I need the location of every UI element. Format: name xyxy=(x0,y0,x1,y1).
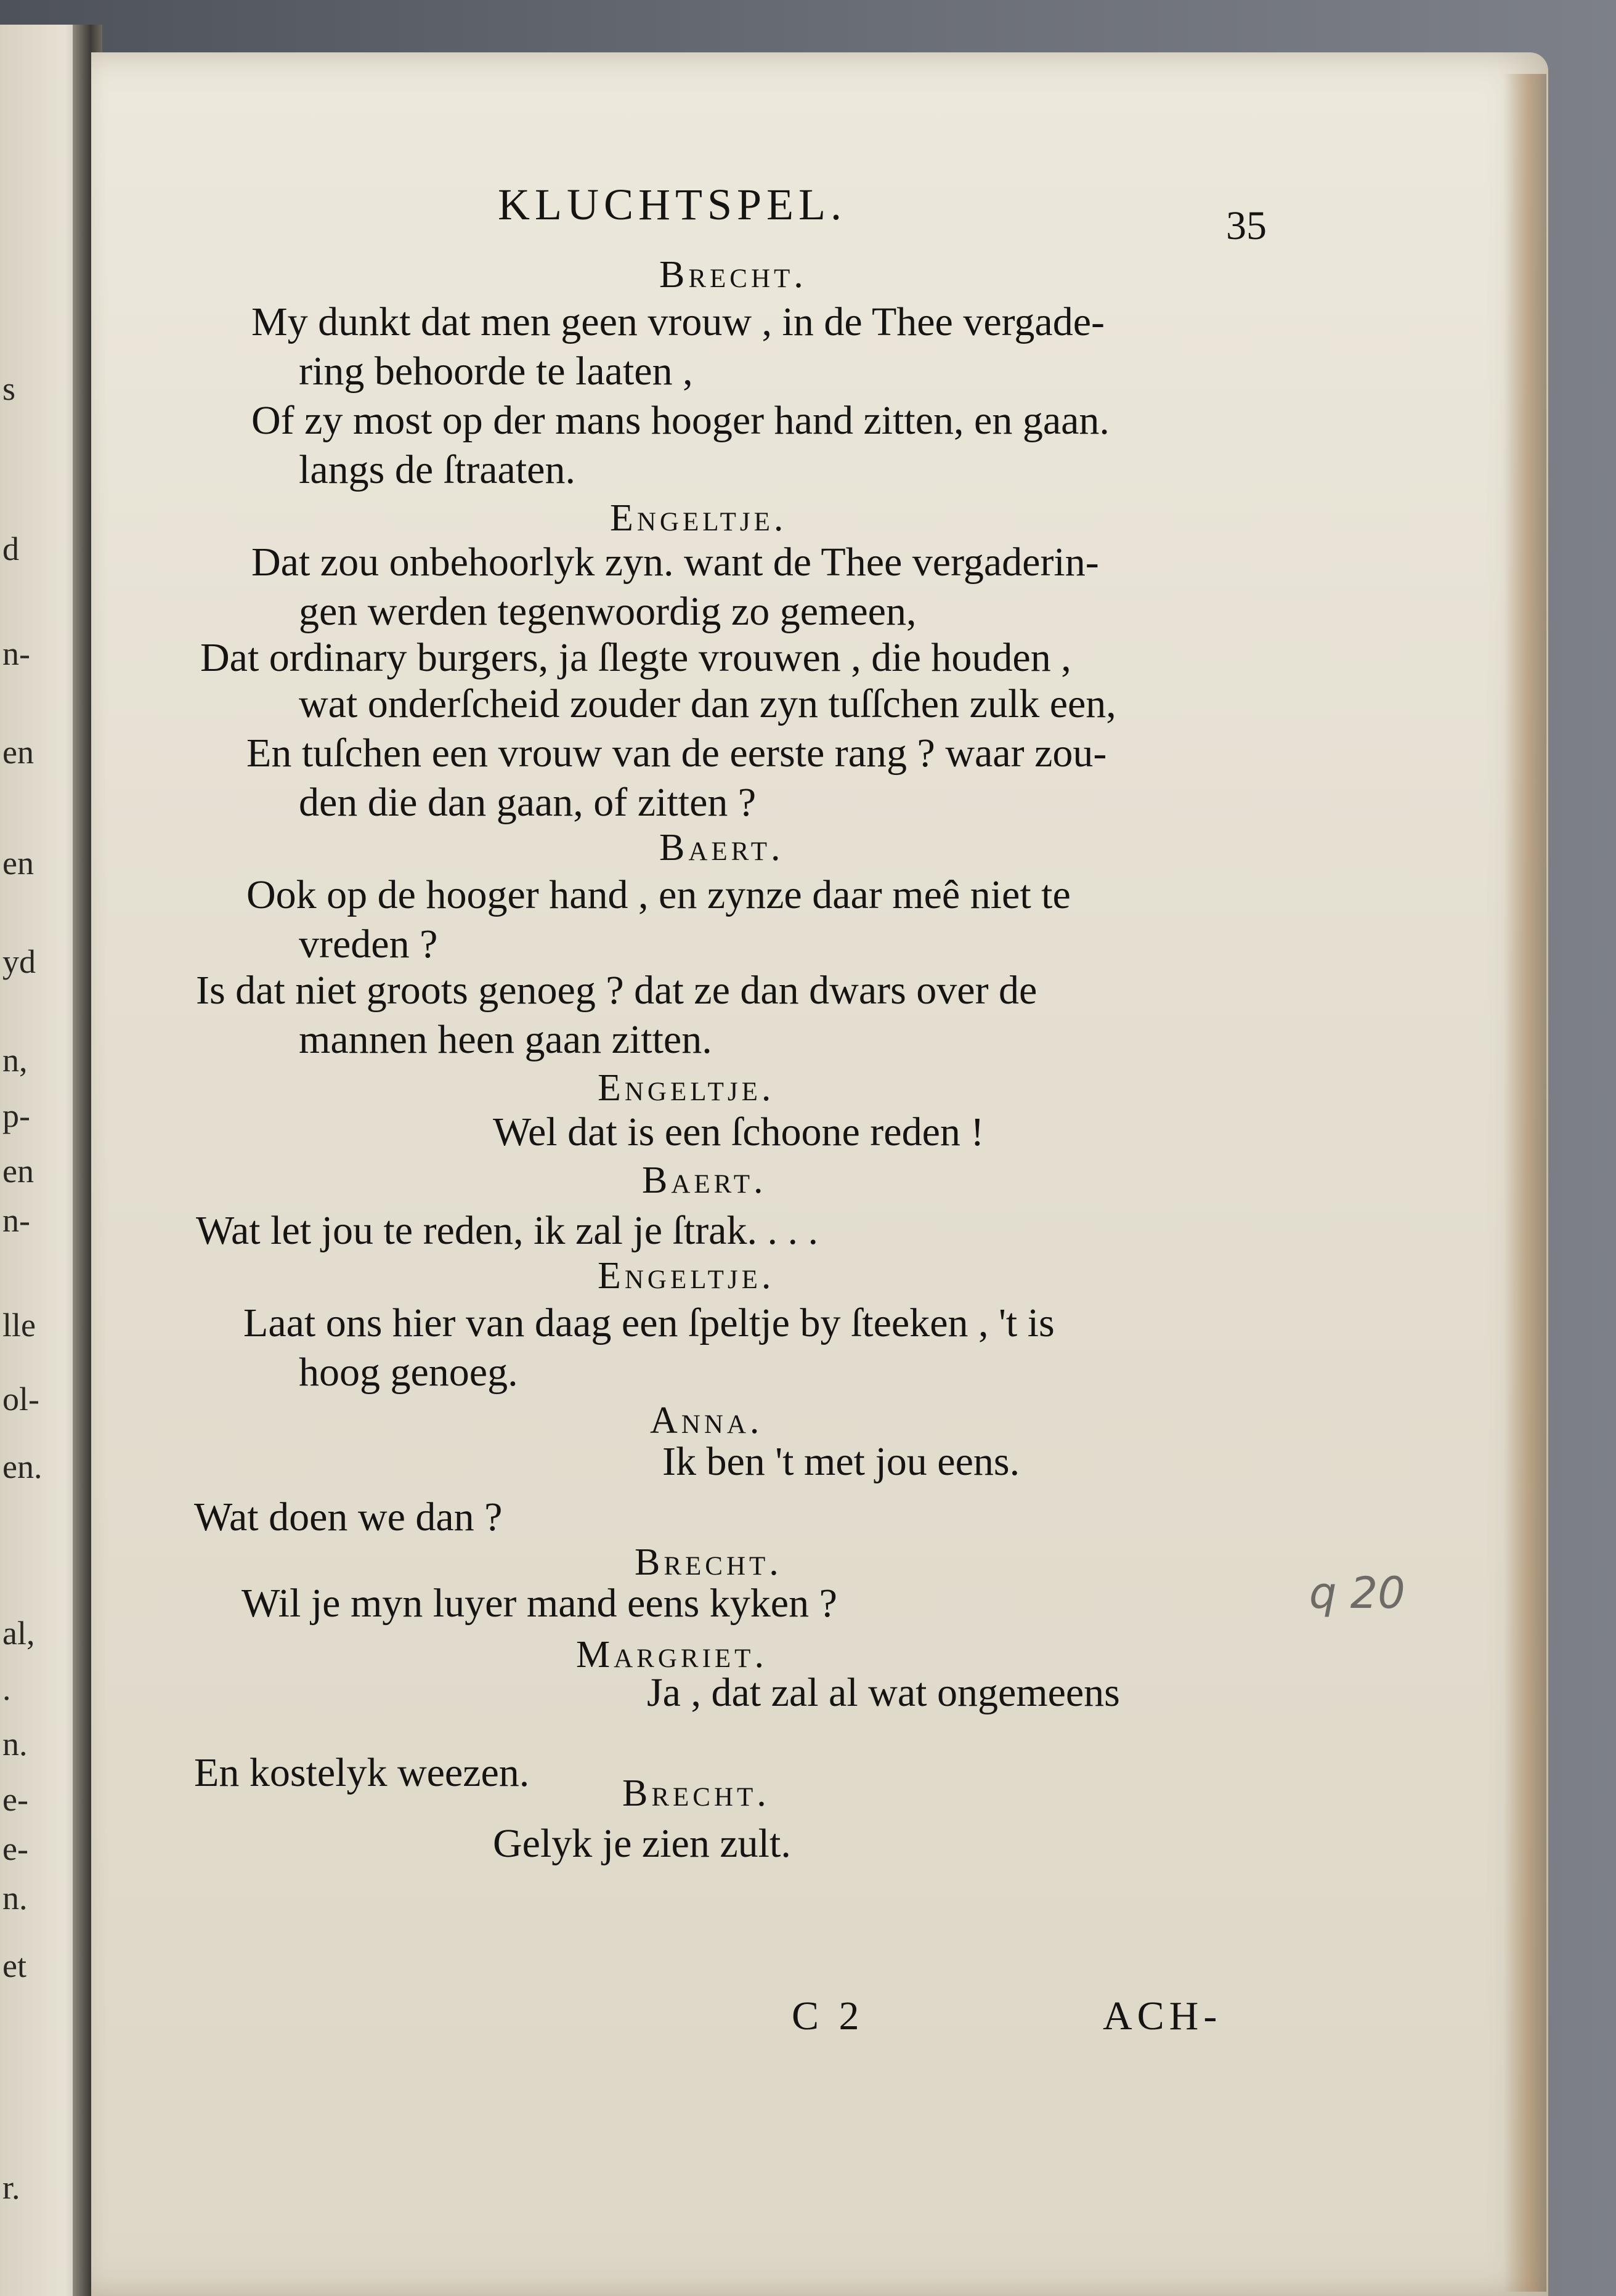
verse-line: En tuſchen een vrouw van de eerste rang ? waar zou- xyxy=(246,731,1107,776)
speaker-name: Engeltje. xyxy=(598,1255,775,1297)
left-fragment: n- xyxy=(2,635,30,672)
verse-line: En kostelyk weezen. xyxy=(194,1750,530,1795)
left-fragment: r. xyxy=(2,2169,20,2206)
signature-mark: C 2 xyxy=(792,1994,864,2038)
verse-line: mannen heen gaan zitten. xyxy=(299,1017,712,1062)
page-number: 35 xyxy=(1226,203,1267,248)
catchword: ACH- xyxy=(1103,1994,1222,2038)
verse-line: Wel dat is een ſchoone reden ! xyxy=(493,1109,985,1154)
verse-line: den die dan gaan, of zitten ? xyxy=(299,780,757,825)
verse-line: Dat ordinary burgers, ja ſlegte vrouwen , die houden , xyxy=(200,635,1071,680)
verse-line: Wil je myn luyer mand eens kyken ? xyxy=(242,1581,837,1626)
verse-line: My dunkt dat men geen vrouw , in de Thee vergade- xyxy=(251,299,1105,344)
verse-line: Ja , dat zal al wat ongemeens xyxy=(647,1670,1120,1715)
speaker-name: Baert. xyxy=(659,827,784,869)
left-fragment: . xyxy=(2,1670,11,1707)
left-fragment: ol- xyxy=(2,1381,39,1418)
left-fragment: n- xyxy=(2,1202,30,1239)
verse-line: vreden ? xyxy=(299,922,438,967)
pencil-annotation: q 20 xyxy=(1309,1568,1405,1618)
left-fragment: lle xyxy=(2,1307,36,1344)
speaker-name: Brecht. xyxy=(635,1541,782,1583)
verse-line: Ik ben 't met jou eens. xyxy=(662,1439,1020,1484)
verse-line: Wat doen we dan ? xyxy=(194,1495,503,1539)
page-edge-stain xyxy=(1503,74,1546,2292)
speaker-name: Anna. xyxy=(650,1400,763,1442)
left-fragment: d xyxy=(2,530,19,567)
verse-line: Wat let jou te reden, ik zal je ſtrak. . . . xyxy=(196,1208,818,1253)
speaker-name: Brecht. xyxy=(659,254,807,296)
left-fragment: en xyxy=(2,1153,34,1190)
speaker-name: Margriet. xyxy=(576,1634,768,1676)
verse-line: Dat zou onbehoorlyk zyn. want de Thee vergaderin- xyxy=(251,540,1099,585)
verse-line: Ook op de hooger hand , en zynze daar meê niet te xyxy=(246,872,1071,917)
left-fragment: al, xyxy=(2,1615,35,1652)
verse-line: gen werden tegenwoordig zo gemeen, xyxy=(299,589,917,634)
verse-line: hoog genoeg. xyxy=(299,1350,518,1395)
speaker-name: Engeltje. xyxy=(598,1067,775,1109)
left-fragment: e- xyxy=(2,1830,28,1867)
verse-line: Of zy most op der mans hooger hand zitten, en gaan. xyxy=(251,398,1110,443)
left-fragment: en xyxy=(2,734,34,771)
speaker-name: Brecht. xyxy=(622,1772,770,1814)
verse-line: Is dat niet groots genoeg ? dat ze dan dwars over de xyxy=(196,968,1037,1013)
left-fragment: en xyxy=(2,845,34,882)
left-fragment: yd xyxy=(2,943,36,980)
verse-line: ring behoorde te laaten , xyxy=(299,349,693,394)
left-fragment: en. xyxy=(2,1448,43,1485)
left-fragment: e- xyxy=(2,1781,28,1818)
verse-line: Laat ons hier van daag een ſpeltje by ſteeken , 't is xyxy=(243,1300,1055,1345)
speaker-name: Baert. xyxy=(642,1159,767,1201)
left-fragment: n. xyxy=(2,1880,28,1917)
verse-line: langs de ſtraaten. xyxy=(299,447,575,492)
left-fragment: s xyxy=(2,370,16,407)
speaker-name: Engeltje. xyxy=(610,497,787,539)
left-fragment: p- xyxy=(2,1097,30,1134)
verse-line: wat onderſcheid zouder dan zyn tuſſchen zulk een, xyxy=(299,681,1116,726)
left-fragment: n. xyxy=(2,1726,28,1763)
verse-line: Gelyk je zien zult. xyxy=(493,1821,791,1866)
left-fragment: et xyxy=(2,1947,26,1984)
left-fragment: n, xyxy=(2,1042,28,1079)
running-title: KLUCHTSPEL. xyxy=(498,180,847,229)
